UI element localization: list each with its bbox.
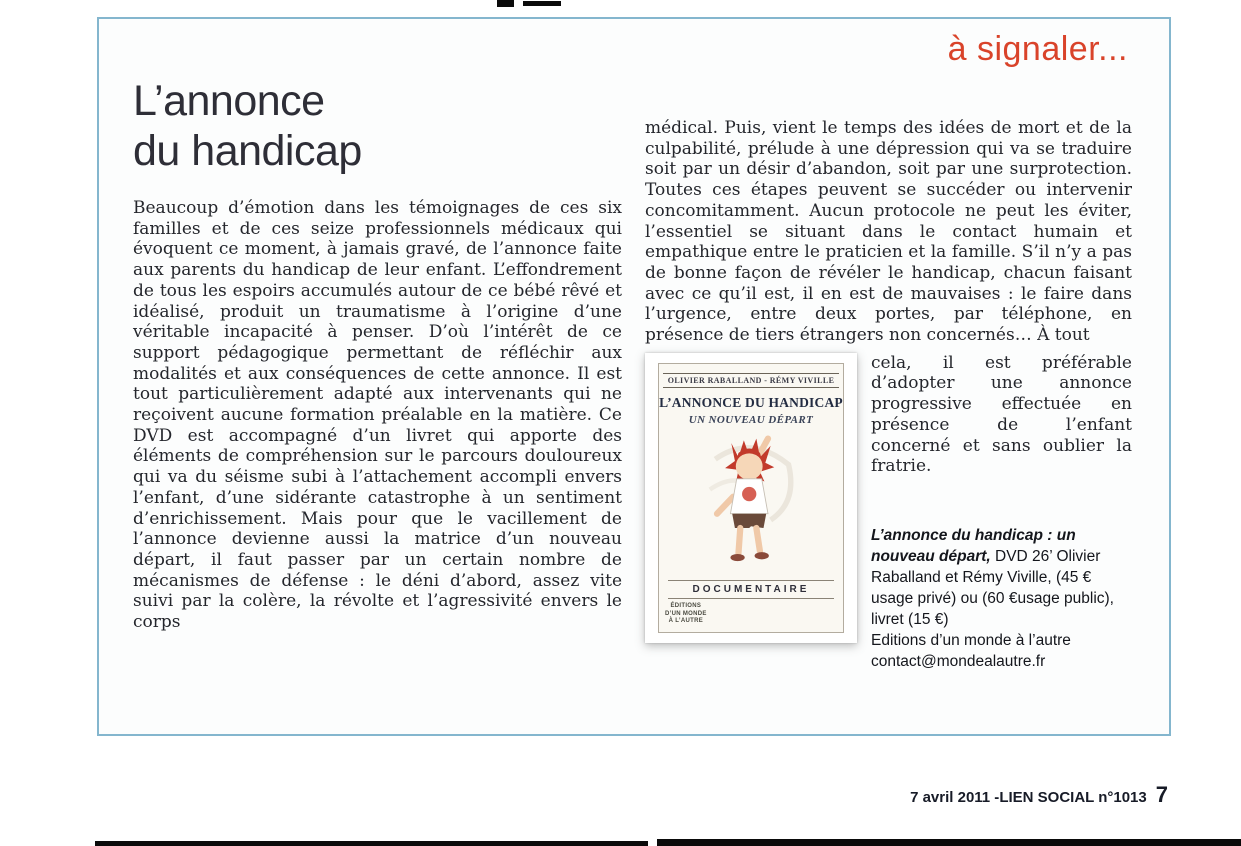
dvd-caption-title: L’annonce du handicap : un nouveau départ,: [871, 526, 1076, 565]
footer-date: 7 avril 2011 -: [910, 789, 1000, 806]
article-title-line2: du handicap: [133, 127, 362, 176]
article-title-line1: L’annonce: [133, 77, 325, 125]
footer-magazine: LIEN SOCIAL n°1013: [999, 789, 1147, 806]
scan-artifact: [657, 839, 1241, 846]
dvd-authors: OLIVIER RABALLAND - RÉMY VIVILLE: [663, 373, 840, 388]
scan-artifact: [497, 0, 514, 7]
dvd-cover: [658, 363, 844, 633]
footer-page-number: 7: [1155, 782, 1168, 807]
dvd-publisher-line3: À L’AUTRE: [668, 618, 704, 625]
dvd-caption: [871, 525, 1132, 672]
article-paragraph-right-top: médical. Puis, vient le temps des idées de mort et de la culpabilité, prélude à une dépression qui va se traduire soit par un désir d’abandon, soit par une surprotection. Toutes ces étapes peuvent se succéder ou intervenir concomitamment. Aucun protocole ne peut les éviter, l’essentiel se situant dans le contact humain et empathique entre le praticien et la famille. S’il n’y a pas de bonne façon de révéler le handicap, chacun faisant avec ce qu’il est, il en est de mauvaises : le faire dans l’urgence, entre deux portes, par téléphone, en présence de tiers étrangers non concernés… À tout: [645, 118, 1132, 346]
article-paragraph-beside-cover: cela, il est préférable d’adopter une annonce progressive effectuée en présence de l’enfant concerné et sans oublier la fratrie.: [871, 352, 1132, 477]
dvd-publisher-line1: ÉDITIONS: [670, 603, 702, 610]
section-tag: à signaler...: [947, 30, 1128, 68]
beside-cover-column: [871, 353, 1132, 672]
media-row: [645, 353, 1132, 672]
dvd-title: L’ANNONCE DU HANDICAP: [659, 394, 843, 410]
dvd-caption-publisher: Editions d’un monde à l’autre: [871, 631, 1071, 649]
dvd-cover-photo: [645, 353, 857, 643]
child-illustration-icon: [697, 427, 805, 579]
dvd-publisher-logo: [665, 603, 707, 626]
scan-artifact: [95, 841, 648, 846]
article-title: [133, 76, 633, 177]
article-paragraph-left: Beaucoup d’émotion dans les témoignages de ces six familles et de ces seize professionnels médicaux qui évoquent ce moment, à jamais gravé, de l’annonce faite aux parents du handicap de leur enfant. L’effondrement de tous les espoirs accumulés autour de ce bébé rêvé et idéalisé, produit un traumatisme à l’origine d’une véritable incapacité à penser. D’où l’intérêt de ce support pédagogique permettant de réfléchir aux modalités et aux conséquences de cette annonce. Il est tout particulièrement adapté aux intervenants qui ne reçoivent aucune formation préalable en la matière. Ce DVD est accompagné d’un livret qui apporte des éléments de compréhension sur le parcours douloureux qui va du séisme subi à l’attachement accompli envers l’enfant, d’une sidérante catastrophe à un sentiment d’enrichissement. Mais pour que le vacillement de l’annonce devienne aussi la matrice d’un nouveau départ, il faut passer par un certain nombre de mécanismes de défense : le déni d’abord, assez vite suivi par la colère, la révolte et l’agressivité envers le corps: [133, 198, 622, 633]
dvd-caption-details: DVD 26’ Olivier Raballand et Rémy Viville, (45 € usage privé) ou (60 €usage public), livret (15 €): [871, 547, 1114, 628]
scan-artifact: [523, 1, 561, 6]
dvd-caption-text: [871, 525, 1132, 630]
dvd-subtitle: UN NOUVEAU DÉPART: [688, 413, 814, 426]
right-column: [645, 118, 1132, 672]
dvd-illustration: [665, 426, 837, 581]
dvd-publisher-line2: D’UN MONDE: [665, 610, 707, 617]
left-column: [133, 198, 622, 633]
dvd-caption-contact: contact@mondealautre.fr: [871, 652, 1046, 670]
page-footer: [910, 782, 1168, 808]
dvd-genre: DOCUMENTAIRE: [668, 580, 833, 599]
